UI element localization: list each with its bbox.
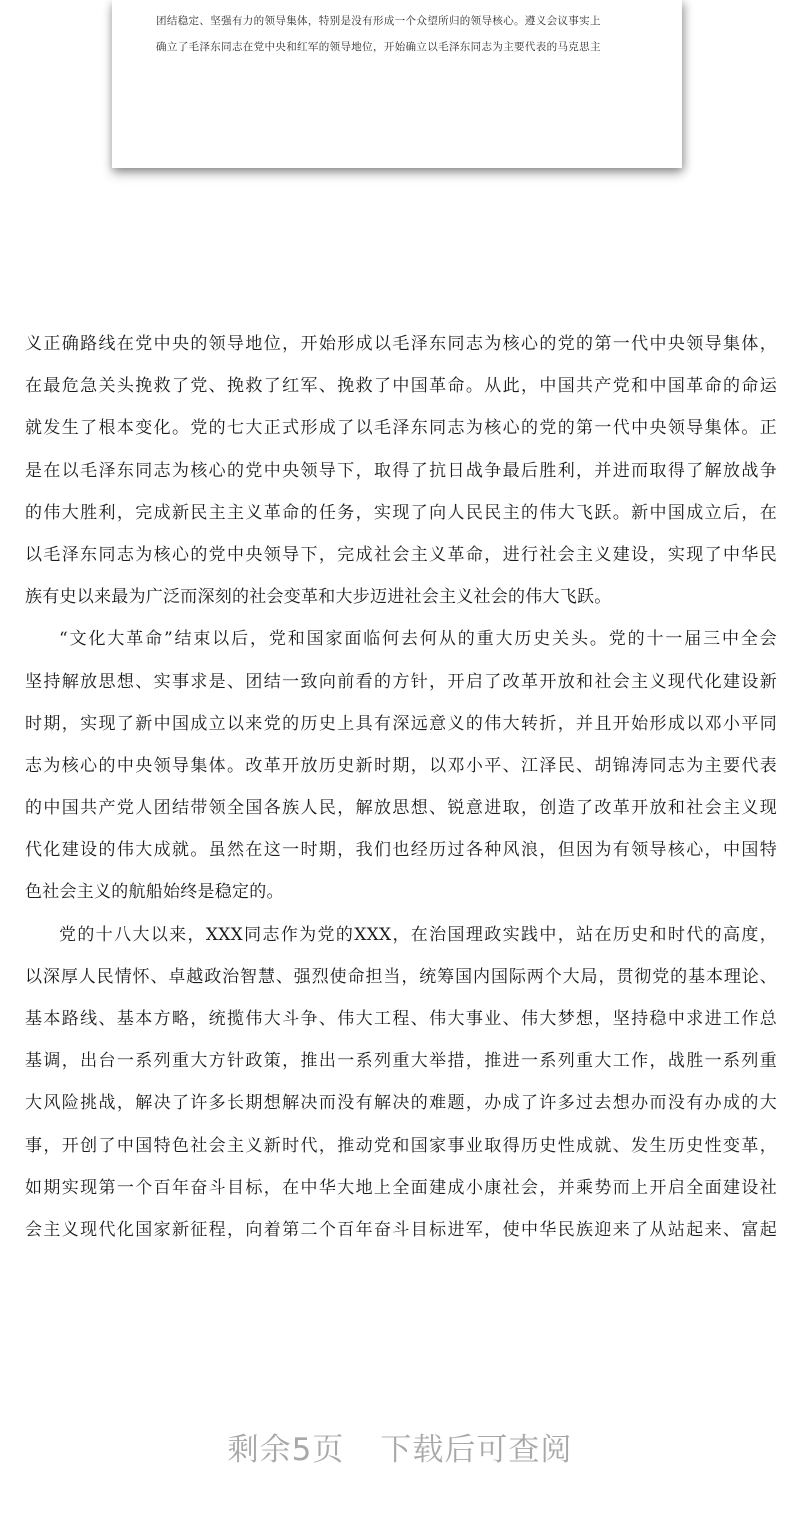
- download-to-view-label[interactable]: 下载后可查阅: [380, 1432, 573, 1468]
- text-line: 事，开创了中国特色社会主义新时代，推动党和国家事业取得历史性成就、发生历史性变革，: [25, 1135, 777, 1156]
- text-line: “文化大革命”结束以后，党和国家面临何去何从的重大历史关头。党的十一届三中全会: [59, 629, 777, 650]
- text-line: 党的十八大以来，XXX同志作为党的XXX，在治国理政实践中，站在历史和时代的高度，: [59, 924, 777, 945]
- text-line: 基调，出台一系列重大方针政策，推出一系列重大举措，推进一系列重大工作，战胜一系列重: [25, 1051, 777, 1072]
- text-line: 义正确路线在党中央的领导地位，开始形成以毛泽东同志为核心的党的第一代中央领导集体，: [25, 334, 777, 354]
- text-line: 会主义现代化国家新征程，向着第二个百年奋斗目标进军，使中华民族迎来了从站起来、富起: [25, 1219, 777, 1240]
- text-line: 以深厚人民情怀、卓越政治智慧、强烈使命担当，统筹国内国际两个大局，贯彻党的基本理论、: [25, 966, 777, 987]
- remaining-pages-label: 剩余5页: [227, 1432, 345, 1468]
- paragraph-3: [25, 914, 777, 1252]
- text-line: 以毛泽东同志为核心的党中央领导下，完成社会主义革命，进行社会主义建设，实现了中华民: [25, 544, 777, 565]
- text-line: 色社会主义的航船始终是稳定的。: [25, 882, 284, 903]
- preview-text-line: 确立了毛泽东同志在党中央和红军的领导地位，开始确立以毛泽东同志为主要代表的马克思主: [156, 41, 601, 53]
- text-line: 大风险挑战，解决了许多长期想解决而没有解决的难题，办成了许多过去想办而没有办成的大: [25, 1093, 777, 1114]
- paragraph-1: [25, 323, 777, 618]
- text-line: 族有史以来最为广泛而深刻的社会变革和大步迈进社会主义社会的伟大飞跃。: [25, 587, 612, 608]
- text-line: 坚持解放思想、实事求是、团结一致向前看的方针，开启了改革开放和社会主义现代化建设新: [25, 671, 777, 692]
- text-line: 时期，实现了新中国成立以来党的历史上具有深远意义的伟大转折，并且开始形成以邓小平同: [25, 713, 777, 734]
- text-line: 基本路线、基本方略，统揽伟大斗争、伟大工程、伟大事业、伟大梦想，坚持稳中求进工作总: [25, 1009, 777, 1029]
- text-line: 在最危急关头挽救了党、挽救了红军、挽救了中国革命。从此，中国共产党和中国革命的命运: [25, 376, 777, 397]
- text-line: 志为核心的中央领导集体。改革开放历史新时期，以邓小平、江泽民、胡锦涛同志为主要代表: [25, 755, 777, 776]
- text-line: 是在以毛泽东同志为核心的党中央领导下，取得了抗日战争最后胜利，并进而取得了解放战争: [25, 460, 777, 481]
- text-line: 的伟大胜利，完成新民主主义革命的任务，实现了向人民民主的伟大飞跃。新中国成立后，在: [25, 502, 777, 523]
- text-line: 代化建设的伟大成就。虽然在这一时期，我们也经历过各种风浪，但因为有领导核心，中国特: [25, 840, 777, 861]
- text-line: 的中国共产党人团结带领全国各族人民，解放思想、锐意进取，创造了改革开放和社会主义现: [25, 798, 777, 819]
- text-line: 就发生了根本变化。党的七大正式形成了以毛泽东同志为核心的党的第一代中央领导集体。正: [25, 418, 777, 439]
- preview-text-line: 团结稳定、坚强有力的领导集体，特别是没有形成一个众望所归的领导核心。遵义会议事实上: [156, 15, 601, 27]
- preview-page-card: [112, 0, 682, 168]
- document-body: [25, 323, 777, 1251]
- text-line: 如期实现第一个百年奋斗目标，在中华大地上全面建成小康社会，并乘势而上开启全面建设社: [25, 1177, 777, 1198]
- paragraph-2: [25, 618, 777, 913]
- download-prompt-banner[interactable]: [0, 1428, 800, 1472]
